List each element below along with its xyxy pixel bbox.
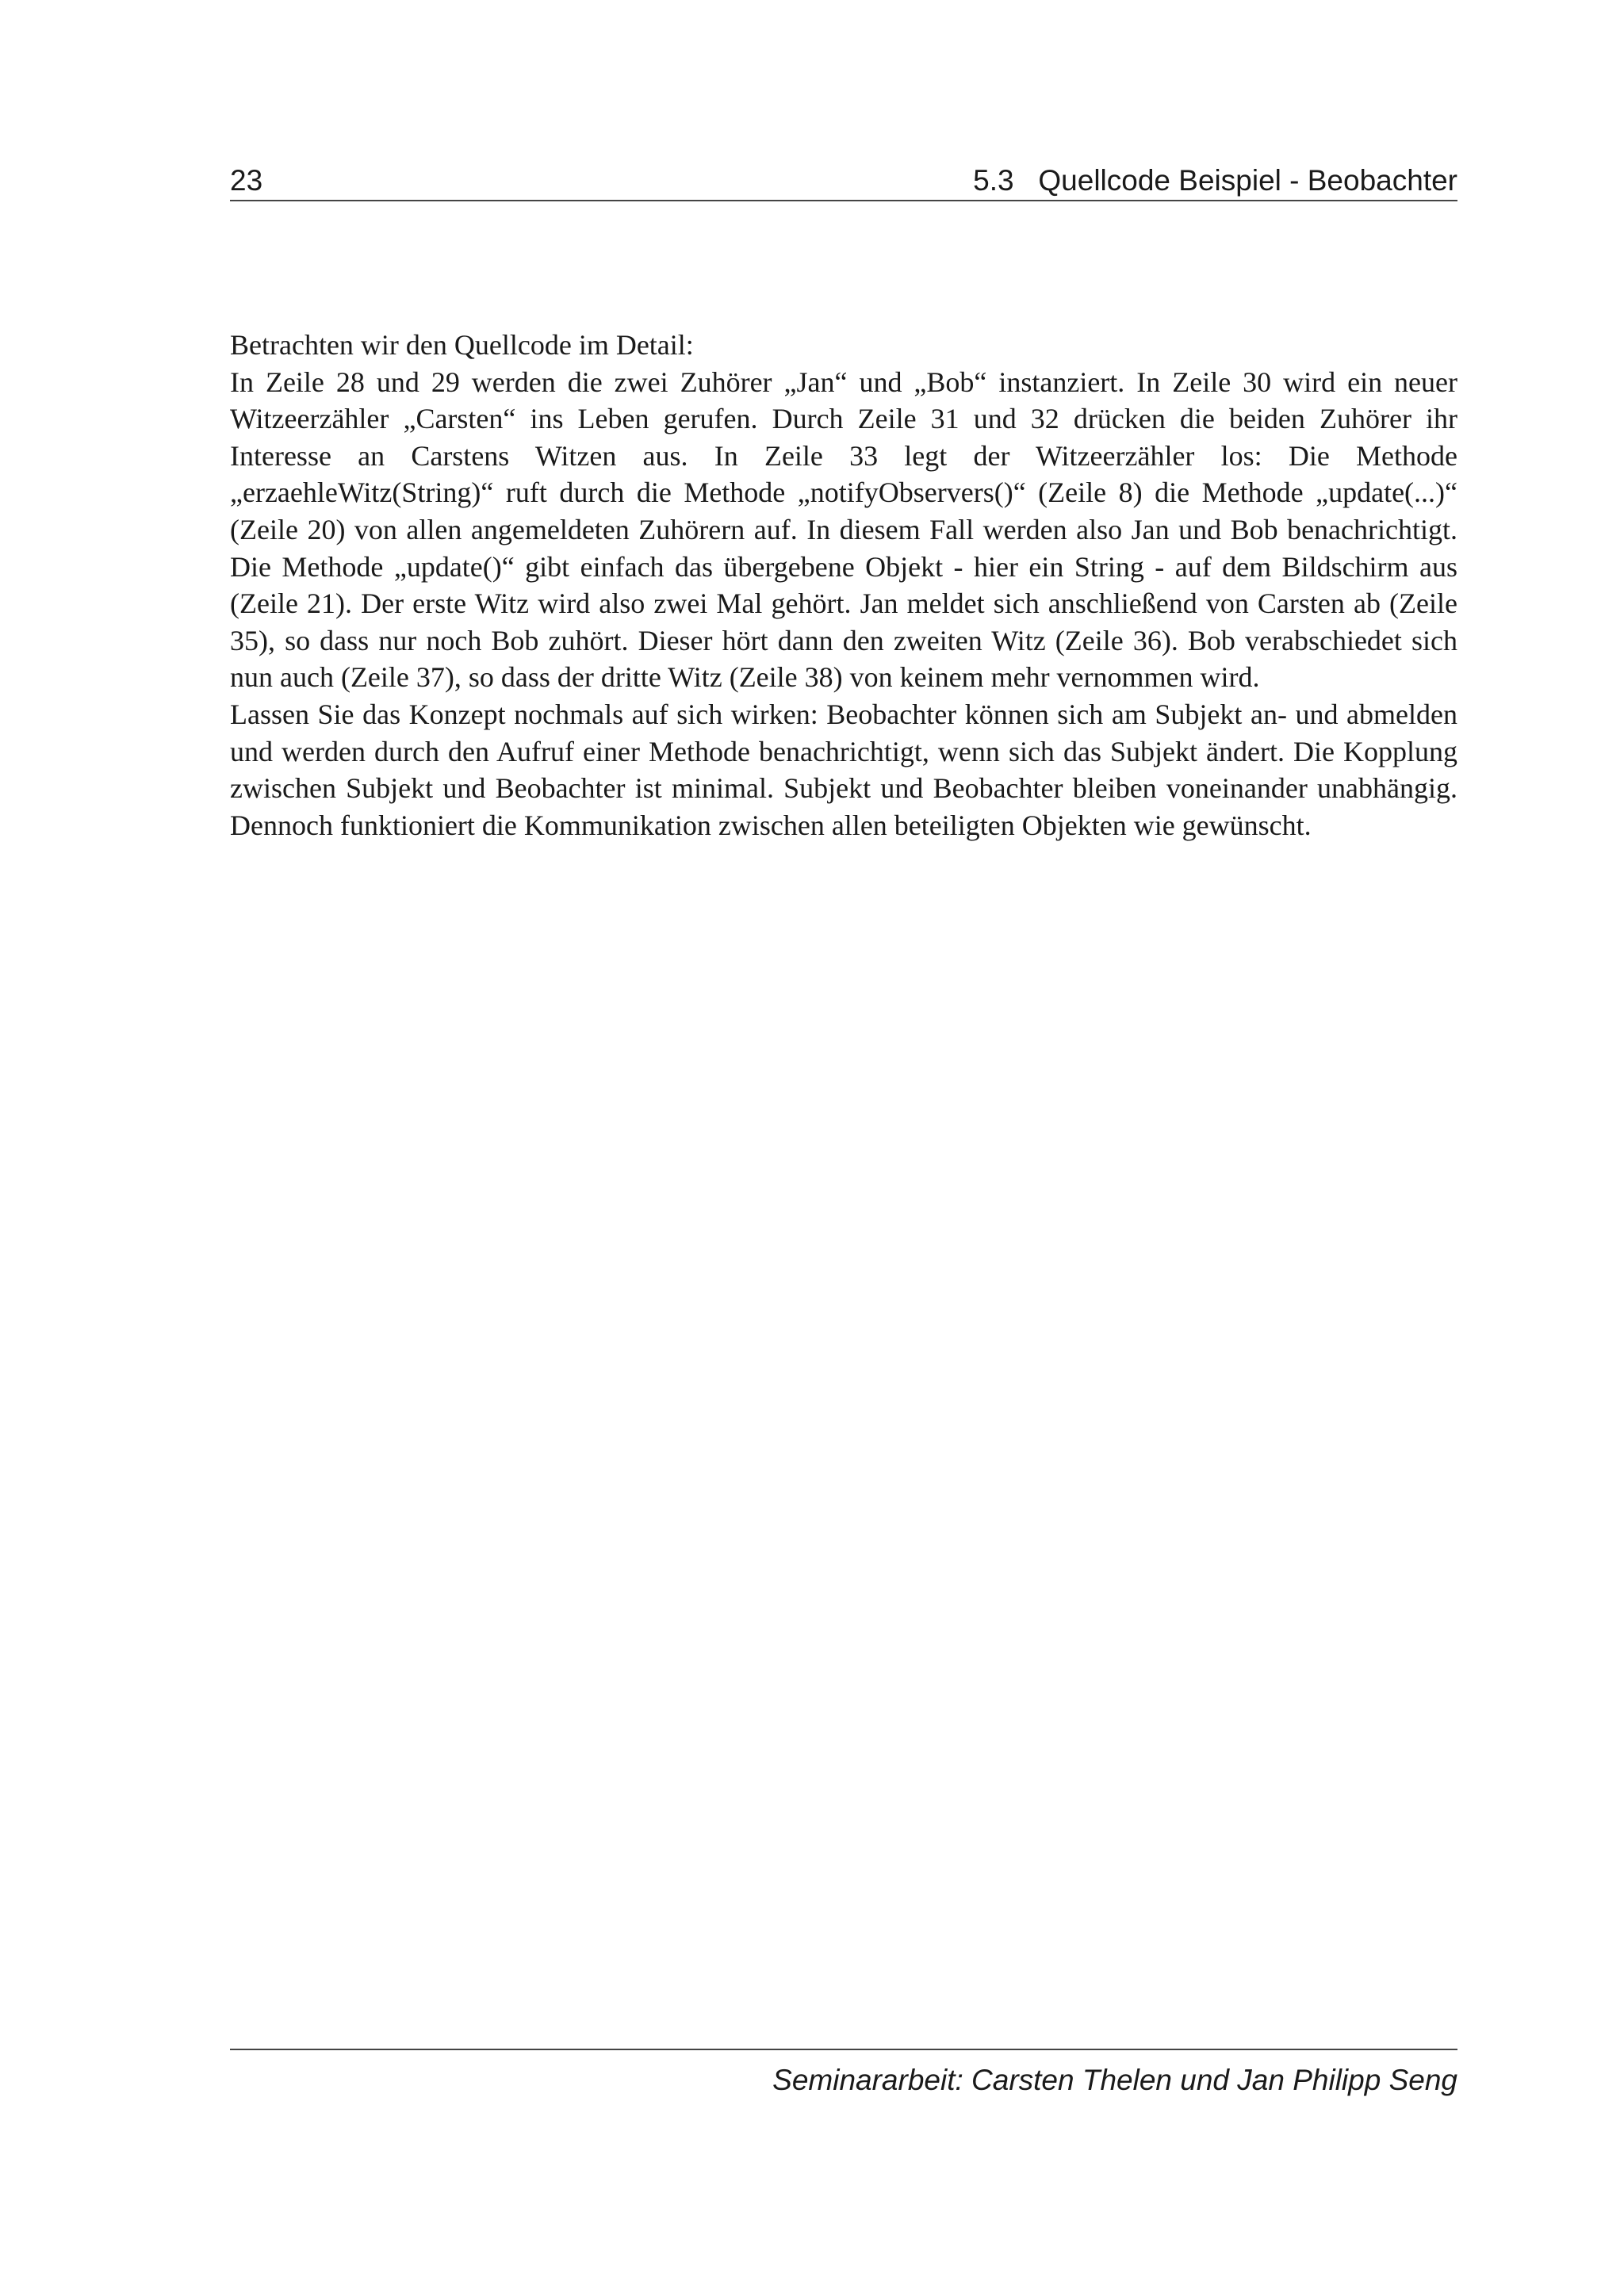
- section-number: 5.3: [973, 164, 1014, 197]
- paragraph-code-walkthrough: In Zeile 28 und 29 werden die zwei Zuhörer „Jan“ und „Bob“ instanziert. In Zeile 30 wird ein neuer Witzeerzähler „Carsten“ ins Leben gerufen. Durch Zeile 31 und 32 drücken die beiden Zuhörer ihr Interesse an Carstens Witzen aus. In Zeile 33 legt der Witzeerzähler los: Die Methode „erzaehleWitz(String)“ ruft durch die Methode „notifyObservers()“ (Zeile 8) die Methode „update(...)“ (Zeile 20) von allen angemeldeten Zuhörern auf. In diesem Fall werden also Jan und Bob benachrichtigt. Die Methode „update()“ gibt einfach das übergebene Objekt - hier ein String - auf dem Bildschirm aus (Zeile 21). Der erste Witz wird also zwei Mal gehört. Jan meldet sich anschließend von Carsten ab (Zeile 35), so dass nur noch Bob zuhört. Dieser hört dann den zweiten Witz (Zeile 36). Bob verabschiedet sich nun auch (Zeile 37), so dass der dritte Witz (Zeile 38) von keinem mehr vernommen wird.: [230, 365, 1457, 694]
- footer-text: Seminararbeit: Carsten Thelen und Jan Philipp Seng: [772, 2064, 1457, 2096]
- section-title: Quellcode Beispiel - Beobachter: [1038, 164, 1457, 197]
- section-heading: [973, 162, 1457, 200]
- intro-line: Betrachten wir den Quellcode im Detail:: [230, 329, 694, 361]
- footer-rule: [230, 2049, 1457, 2050]
- body-text: [230, 327, 1457, 844]
- paragraph-concept-summary: Lassen Sie das Konzept nochmals auf sich wirken: Beobachter können sich am Subjekt an- und abmelden und werden durch den Aufruf einer Methode benachrichtigt, wenn sich das Subjekt ändert. Die Kopplung zwischen Subjekt und Beobachter ist minimal. Subjekt und Beobachter bleiben voneinander unabhängig. Dennoch funktioniert die Kommunikation zwischen allen beteiligten Objekten wie gewünscht.: [230, 698, 1457, 841]
- running-header: [230, 162, 1457, 201]
- page-number: 23: [230, 164, 263, 197]
